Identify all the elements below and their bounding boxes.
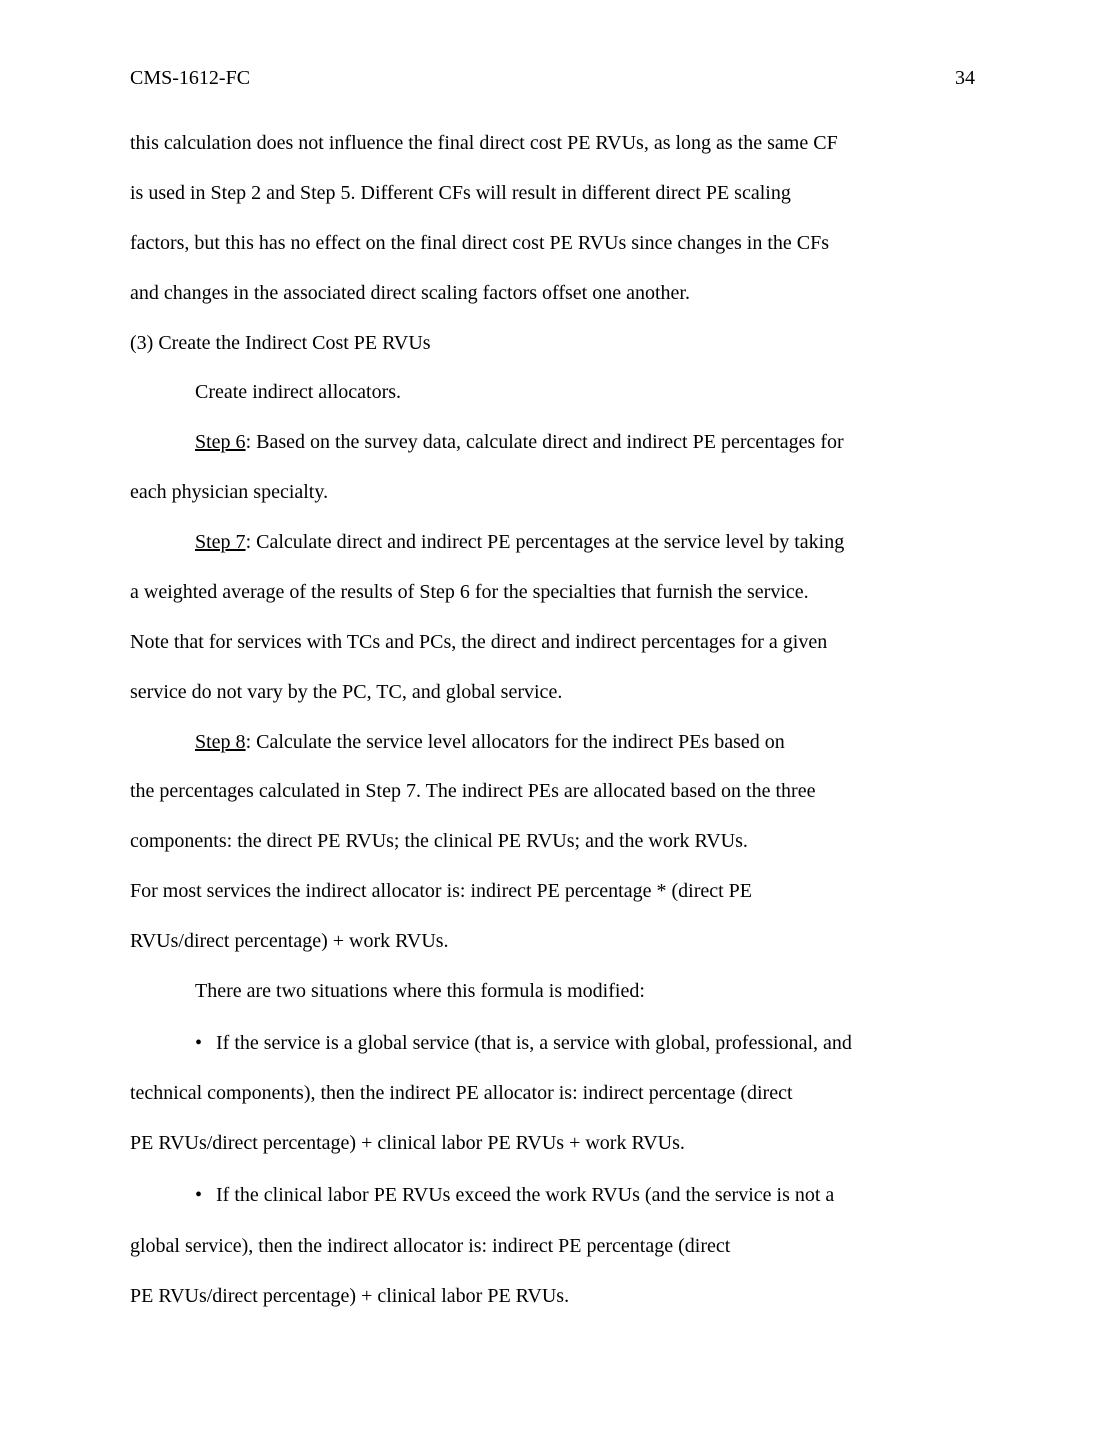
- paragraph-line: a weighted average of the results of Step 6 for the specialties that furnish the service.: [130, 581, 809, 603]
- page-number: 34: [955, 67, 975, 89]
- paragraph-line: PE RVUs/direct percentage) + clinical labor PE RVUs.: [130, 1285, 570, 1307]
- step-6-line: [195, 430, 844, 454]
- paragraph-line: each physician specialty.: [130, 481, 329, 503]
- situations-intro: There are two situations where this formula is modified:: [195, 980, 645, 1002]
- step-7-line: [195, 530, 844, 554]
- step-8-line: [195, 730, 785, 754]
- paragraph-line: factors, but this has no effect on the final direct cost PE RVUs since changes in the CFs: [130, 232, 829, 254]
- document-id: CMS-1612-FC: [130, 67, 251, 89]
- bullet-text: If the clinical labor PE RVUs exceed the work RVUs (and the service is not a: [216, 1184, 835, 1206]
- section-heading: (3) Create the Indirect Cost PE RVUs: [130, 332, 431, 354]
- step-8-label: Step 8: [195, 731, 246, 753]
- bullet-item-2: [195, 1183, 834, 1207]
- paragraph-line: is used in Step 2 and Step 5. Different CFs will result in different direct PE scaling: [130, 182, 791, 204]
- step-7-label: Step 7: [195, 531, 246, 553]
- paragraph-line: RVUs/direct percentage) + work RVUs.: [130, 930, 449, 952]
- bullet-text: If the service is a global service (that is, a service with global, professional, and: [216, 1032, 852, 1054]
- bullet-icon: •: [195, 1032, 203, 1054]
- paragraph-line: For most services the indirect allocator is: indirect PE percentage * (direct PE: [130, 880, 753, 902]
- paragraph-line: and changes in the associated direct scaling factors offset one another.: [130, 282, 690, 304]
- paragraph-line: technical components), then the indirect PE allocator is: indirect percentage (direct: [130, 1082, 793, 1104]
- paragraph-line: global service), then the indirect allocator is: indirect PE percentage (direct: [130, 1235, 731, 1257]
- paragraph-line: components: the direct PE RVUs; the clinical PE RVUs; and the work RVUs.: [130, 830, 748, 852]
- bullet-item-1: [195, 1031, 852, 1055]
- paragraph-line: PE RVUs/direct percentage) + clinical labor PE RVUs + work RVUs.: [130, 1132, 685, 1154]
- paragraph-line: this calculation does not influence the final direct cost PE RVUs, as long as the same CF: [130, 132, 838, 154]
- paragraph-line: the percentages calculated in Step 7. The indirect PEs are allocated based on the three: [130, 780, 816, 802]
- bullet-icon: •: [195, 1184, 203, 1206]
- step-7-text: : Calculate direct and indirect PE percentages at the service level by taking: [245, 531, 845, 553]
- paragraph-line: Note that for services with TCs and PCs, the direct and indirect percentages for a given: [130, 631, 828, 653]
- subheading: Create indirect allocators.: [195, 381, 402, 403]
- step-6-text: : Based on the survey data, calculate direct and indirect PE percentages for: [245, 431, 844, 453]
- step-8-text: : Calculate the service level allocators for the indirect PEs based on: [245, 731, 785, 753]
- paragraph-line: service do not vary by the PC, TC, and global service.: [130, 681, 563, 703]
- step-6-label: Step 6: [195, 431, 246, 453]
